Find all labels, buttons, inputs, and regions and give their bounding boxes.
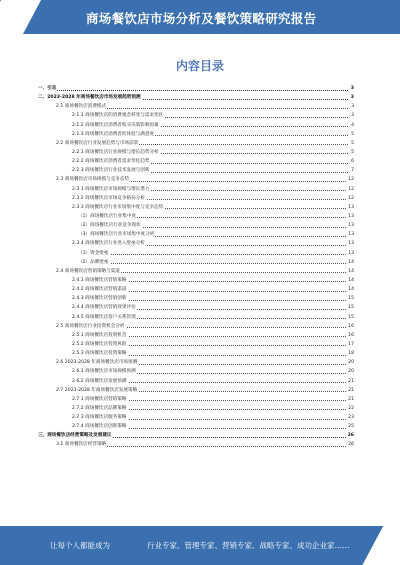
toc-entry-page: 14 (347, 267, 354, 276)
toc-entry-page: 3 (350, 84, 354, 93)
toc-entry-label: 2.6.2 商场餐饮店发展预测 (72, 377, 128, 386)
toc-entry[interactable] (38, 166, 354, 175)
toc-entry-page: 13 (347, 230, 354, 239)
toc-entry-page: 15 (347, 313, 354, 322)
toc-entry-label: 一、引言 (38, 84, 57, 93)
toc-entry[interactable] (38, 175, 354, 184)
toc-entry-label: 2.1.1 商场餐饮店的消费观念转变与需求变化 (72, 111, 164, 120)
footer-tagline: 行业专家、管理专家、营销专家、战略专家、成功企业家…… (147, 541, 350, 550)
toc-entry[interactable] (38, 404, 354, 413)
toc-entry-label: （1）资金壁垒 (78, 249, 110, 258)
toc-entry-label: 2.1 商场餐饮店消费模式 (56, 102, 107, 111)
toc-entry-label: 2.7.4 商场餐饮店创新策略 (72, 422, 128, 431)
header-corner-decoration (0, 0, 44, 34)
toc-entry-label: 2.3.3 商场餐饮店行业市场集中度与竞争态势 (72, 203, 164, 212)
toc-entry-label: 2.7.2 商场餐饮店品牌策略 (72, 404, 128, 413)
header-banner (0, 0, 400, 34)
toc-entry[interactable] (38, 386, 354, 395)
toc-entry[interactable] (38, 93, 354, 102)
toc-entry-page: 13 (347, 212, 354, 221)
toc-entry[interactable] (38, 377, 354, 386)
toc-entry[interactable] (38, 395, 354, 404)
toc-entry[interactable] (38, 294, 354, 303)
report-title: 商场餐饮店市场分析及餐饮策略研究报告 (86, 11, 317, 26)
toc-entry-label: 2.5.2 商场餐饮店投资风险 (72, 340, 128, 349)
toc-entry[interactable] (38, 285, 354, 294)
toc-entry[interactable] (38, 276, 354, 285)
toc-entry[interactable] (38, 130, 354, 139)
toc-entry-page: 5 (350, 130, 354, 139)
toc-entry[interactable] (38, 258, 354, 267)
toc-entry-label: 2.4.4 商场餐饮店营销效果评估 (72, 303, 137, 312)
toc-entry-page: 16 (347, 331, 354, 340)
toc-entry-page: 12 (347, 185, 354, 194)
toc-leader-dots (78, 263, 348, 264)
toc-entry-page: 5 (350, 139, 354, 148)
toc-entry[interactable] (38, 267, 354, 276)
toc-entry-page: 25 (347, 422, 354, 431)
toc-entry-page: 17 (347, 340, 354, 349)
toc-entry-label: 2.5.3 商场餐饮店投资策略 (72, 349, 128, 358)
toc-entry[interactable] (38, 157, 354, 166)
toc-entry-label: 2.4.5 商场餐饮店客户关系管理 (72, 313, 137, 322)
toc-entry-page: 15 (347, 303, 354, 312)
toc-entry-page: 26 (347, 431, 354, 440)
toc-entry-page: 20 (347, 358, 354, 367)
toc-entry-page: 15 (347, 294, 354, 303)
toc-entry-label: 2.2.1 商场餐饮店行业规模与增长趋势分析 (72, 148, 160, 157)
toc-entry-page: 5 (350, 148, 354, 157)
toc-entry-label: 2.4.1 商场餐饮店营销策略 (72, 276, 128, 285)
toc-entry-label: 2.3.2 商场餐饮店市场竞争格局分析 (72, 194, 146, 203)
toc-entry-page: 6 (350, 157, 354, 166)
toc-entry-page: 3 (350, 111, 354, 120)
toc-entry-label: 2.2.3 商场餐饮店行业技术发展与创新 (72, 166, 150, 175)
toc-entry[interactable] (38, 440, 354, 449)
toc-entry-label: 3.1 商场餐饮店经营策略 (56, 440, 107, 449)
toc-entry[interactable] (38, 313, 354, 322)
toc-entry[interactable] (38, 422, 354, 431)
toc-entry-label: 2.3.4 商场餐饮店行业进入壁垒分析 (72, 239, 146, 248)
toc-entry[interactable] (38, 84, 354, 93)
toc-entry[interactable] (38, 413, 354, 422)
toc-entry[interactable] (38, 340, 354, 349)
toc-entry-label: 二、2023-2028 年商场餐饮店市场发展趋势预测 (38, 93, 142, 102)
toc-entry[interactable] (38, 194, 354, 203)
toc-entry[interactable] (38, 230, 354, 239)
toc-entry-page: 26 (347, 440, 354, 449)
toc-entry-page: 14 (347, 276, 354, 285)
toc-entry[interactable] (38, 121, 354, 130)
toc-entry[interactable] (38, 111, 354, 120)
toc-entry[interactable] (38, 139, 354, 148)
toc-entry[interactable] (38, 239, 354, 248)
toc-entry-page: 13 (347, 239, 354, 248)
toc-entry-label: 2.6 2023-2028 年商场餐饮店市场预测 (56, 358, 138, 367)
toc-entry-page: 12 (347, 175, 354, 184)
toc-entry[interactable] (38, 185, 354, 194)
toc-entry-label: （3）商场餐饮店行业市场集中度分析 (78, 230, 155, 239)
toc-entry[interactable] (38, 221, 354, 230)
toc-entry-label: 2.5.1 商场餐饮店投资机会 (72, 331, 128, 340)
toc-entry-page: 7 (350, 166, 354, 175)
toc-entry-page: 22 (347, 404, 354, 413)
toc-heading: 内容目录 (175, 59, 224, 73)
toc-entry-page: 23 (347, 413, 354, 422)
toc-entry[interactable] (38, 249, 354, 258)
toc-entry[interactable] (38, 322, 354, 331)
toc-entry-page: 21 (347, 395, 354, 404)
footer-slogan: 让每个人都能成为 (50, 541, 110, 550)
toc-entry-page: 4 (350, 121, 354, 130)
toc-entry-label: 2.4.2 商场餐饮店营销渠道 (72, 285, 128, 294)
toc-entry-label: （2）商场餐饮店行业竞争现状 (78, 221, 142, 230)
toc-entry[interactable] (38, 303, 354, 312)
toc-entry-page: 14 (347, 285, 354, 294)
toc-entry-label: 2.5 商场餐饮店行业投资机会分析 (56, 322, 126, 331)
toc-entry-page: 16 (347, 322, 354, 331)
toc-entry-label: （1）商场餐饮店行业集中度 (78, 212, 137, 221)
toc-entry-page: 13 (347, 249, 354, 258)
toc-entry[interactable] (38, 148, 354, 157)
toc-leader-dots (78, 254, 348, 255)
table-of-contents (38, 84, 354, 450)
toc-entry-label: 三、商场餐饮店经营策略及发展建议 (38, 431, 113, 440)
toc-entry-page: 21 (347, 377, 354, 386)
toc-entry-page: 18 (347, 349, 354, 358)
toc-entry[interactable] (38, 358, 354, 367)
toc-entry-page: 3 (350, 93, 354, 102)
toc-entry-label: 2.2 商场餐饮店行业发展趋势与市场前景 (56, 139, 139, 148)
toc-entry-page: 13 (347, 203, 354, 212)
toc-entry[interactable] (38, 367, 354, 376)
toc-entry-label: 2.4.3 商场餐饮店营销创新 (72, 294, 128, 303)
toc-leader-dots (38, 90, 348, 91)
toc-entry-page: 21 (347, 386, 354, 395)
toc-entry-label: 2.3.1 商场餐饮店市场规模与增长潜力 (72, 185, 150, 194)
toc-entry-page: 13 (347, 221, 354, 230)
toc-entry-label: 2.4 商场餐饮店营销策略与渠道 (56, 267, 121, 276)
toc-entry-label: 2.6.1 商场餐饮店市场规模预测 (72, 367, 137, 376)
toc-entry-label: 2.1.3 商场餐饮店消费者的体验与满意度 (72, 130, 155, 139)
toc-entry[interactable] (38, 102, 354, 111)
toc-entry-label: （2）品牌壁垒 (78, 258, 110, 267)
toc-entry-label: 2.2.2 商场餐饮店消费者需求变化趋势 (72, 157, 150, 166)
toc-entry[interactable] (38, 331, 354, 340)
toc-entry[interactable] (38, 431, 354, 440)
footer-banner (0, 526, 400, 565)
toc-entry-label: 2.1.2 商场餐饮店消费者购买决策影响因素 (72, 121, 160, 130)
toc-entry-label: 2.7.3 商场餐饮店服务策略 (72, 413, 128, 422)
toc-entry-label: 2.7.1 商场餐饮店营销策略 (72, 395, 128, 404)
toc-entry[interactable] (38, 349, 354, 358)
toc-entry-label: 2.7 2023-2028 年商场餐饮店发展策略 (56, 386, 138, 395)
toc-entry[interactable] (38, 203, 354, 212)
toc-entry-page: 3 (350, 102, 354, 111)
footer-corner-decoration (359, 526, 400, 565)
toc-entry-page: 20 (347, 367, 354, 376)
toc-entry[interactable] (38, 212, 354, 221)
toc-entry-page: 12 (347, 194, 354, 203)
toc-entry-page: 14 (347, 258, 354, 267)
toc-entry-label: 2.3 商场餐饮店市场规模与竞争态势 (56, 175, 130, 184)
